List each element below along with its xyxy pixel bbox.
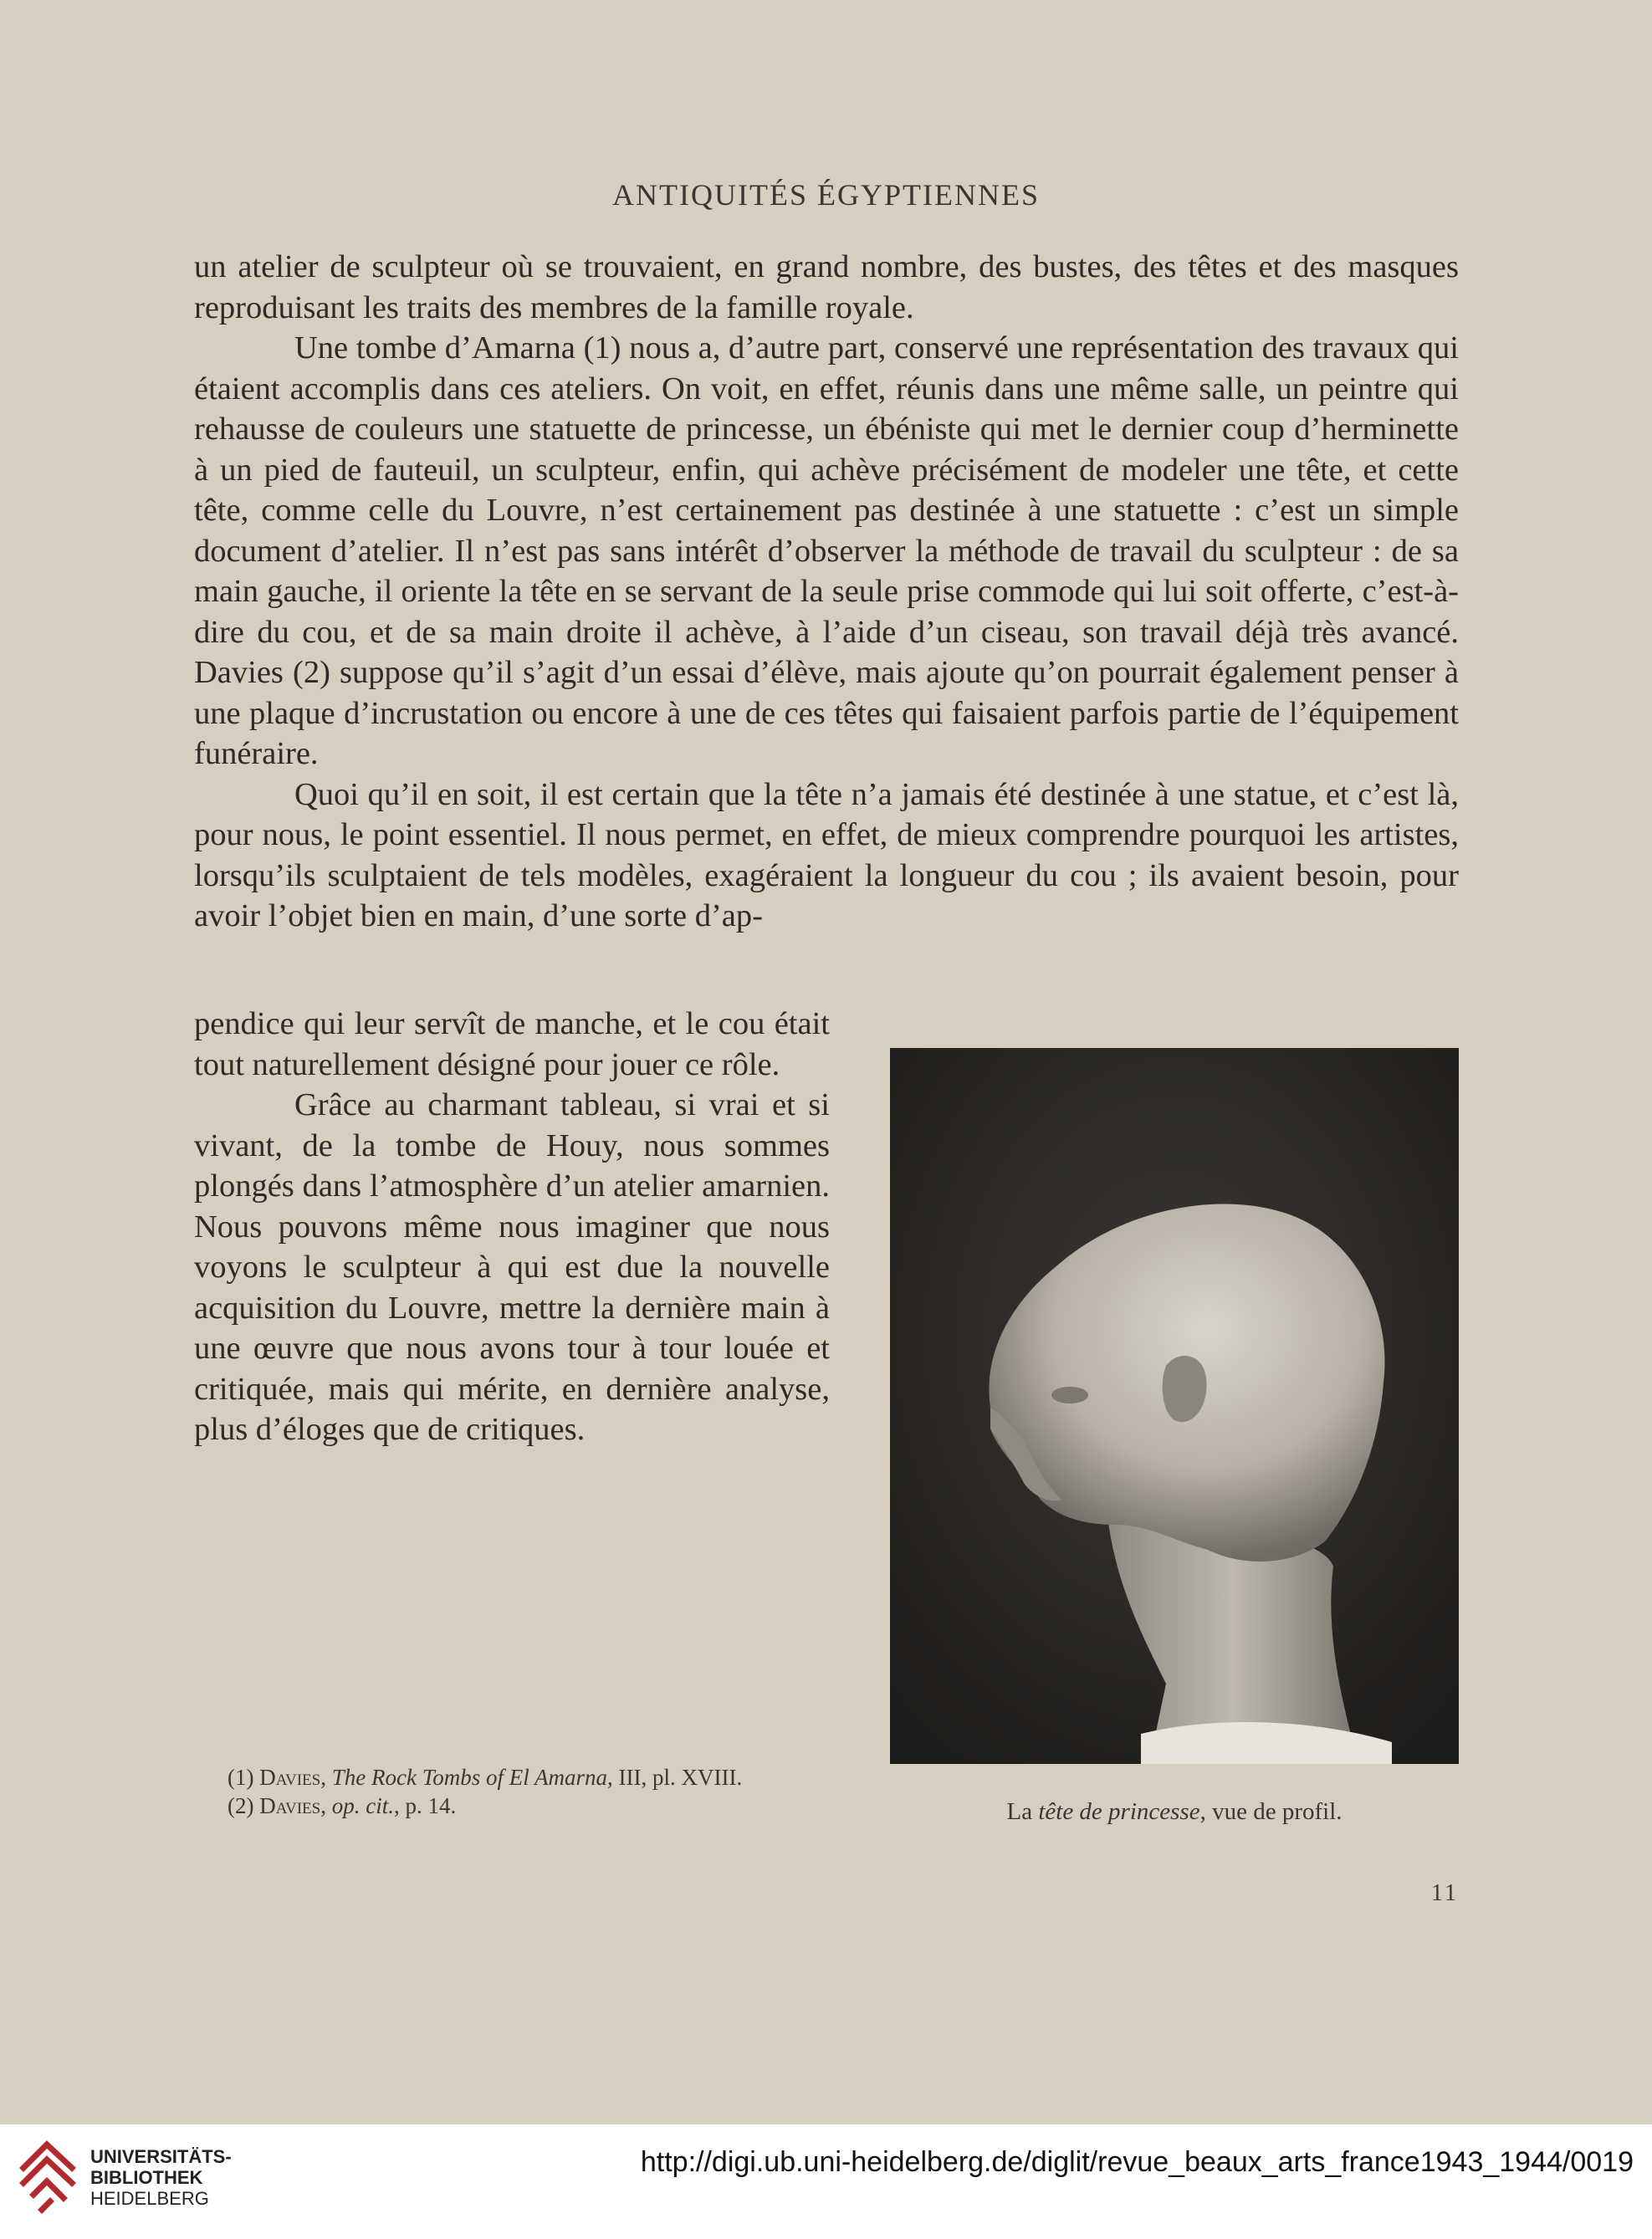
paragraph-5: Grâce au charmant tableau, si vrai et si vivant, de la tombe de Houy, nous sommes plongés dans l’atmosphère d’un atelier amarnien. Nous pouvons même nous imaginer que nous voyons le sculpteur à qui est due la nouvelle acquisition du Louvre, mettre la dernière main à une œuvre que nous avons tour à tour louée et critiquée, mais qui mérite, en dernière analyse, plus d’éloges que de critiques. xyxy=(194,1087,830,1447)
paragraph-4: pendice qui leur servît de manche, et le cou était tout naturellement désigné pour jouer ce rôle. xyxy=(194,1006,830,1082)
footnote-1: (1) Davies, The Rock Tombs of El Amarna, III, pl. XVIII. xyxy=(228,1765,743,1790)
figure-caption: La tête de princesse, vue de profil. xyxy=(1006,1798,1343,1825)
paragraph-3: Quoi qu’il en soit, il est certain que la tête n’a jamais été destinée à une statue, et c’est là, pour nous, le point essentiel. Il nous permet, en effet, de mieux comprendre pourquoi les artistes, lorsqu’ils sculptaient de tels modèles, exagéraient la longueur du cou ; ils avaient besoin, pour avoir l’objet bien en main, d’une sorte d’ap- xyxy=(194,776,1459,933)
footnotes xyxy=(194,1763,830,1820)
column-text xyxy=(194,1004,830,1450)
photo-illustration xyxy=(890,1048,1459,1764)
photo-princess-head-profile xyxy=(890,1048,1459,1764)
digitization-footer xyxy=(0,2124,1652,2239)
library-name: UNIVERSITÄTS- BIBLIOTHEK HEIDELBERG xyxy=(90,2146,232,2209)
university-library-logo-icon xyxy=(17,2134,79,2218)
paragraph-2: Une tombe d’Amarna (1) nous a, d’autre part, conservé une représentation des travaux qui étaient accomplis dans ces ateliers. On voit, en effet, réunis dans une même salle, un peintre qui rehausse de couleurs une statuette de princesse, un ébéniste qui met le dernier coup d’herminette à un pied de fauteuil, un sculpteur, enfin, qui achève précisément de modeler une tête, et cette tête, comme celle du Louvre, n’est certainement pas destinée à une statuette : c’est un simple document d’atelier. Il n’est pas sans intérêt d’observer la méthode de travail du sculpteur : de sa main gauche, il oriente la tête en se servant de la seule prise commode qui lui soit offerte, c’est-à-dire du cou, et de sa main droite il achève, à l’aide d’un ciseau, son travail déjà très avancé. Davies (2) suppose qu’il s’agit d’un essai d’élève, mais ajoute qu’on pourrait également penser à une plaque d’incrustation ou encore à une de ces têtes qui faisaient parfois partie de l’équipement funéraire. xyxy=(194,330,1459,771)
footnote-2: (2) Davies, op. cit., p. 14. xyxy=(228,1793,457,1818)
page-number: 11 xyxy=(1431,1880,1459,1906)
paragraph-1: un atelier de sculpteur où se trouvaient, en grand nombre, des bustes, des têtes et des masques reproduisant les traits des membres de la famille royale. xyxy=(194,249,1459,325)
full-width-text xyxy=(194,247,1459,937)
source-url[interactable]: http://digi.ub.uni-heidelberg.de/diglit/revue_beaux_arts_france1943_1944/0019 xyxy=(640,2146,1634,2178)
running-head: ANTIQUITÉS ÉGYPTIENNES xyxy=(612,178,1040,212)
